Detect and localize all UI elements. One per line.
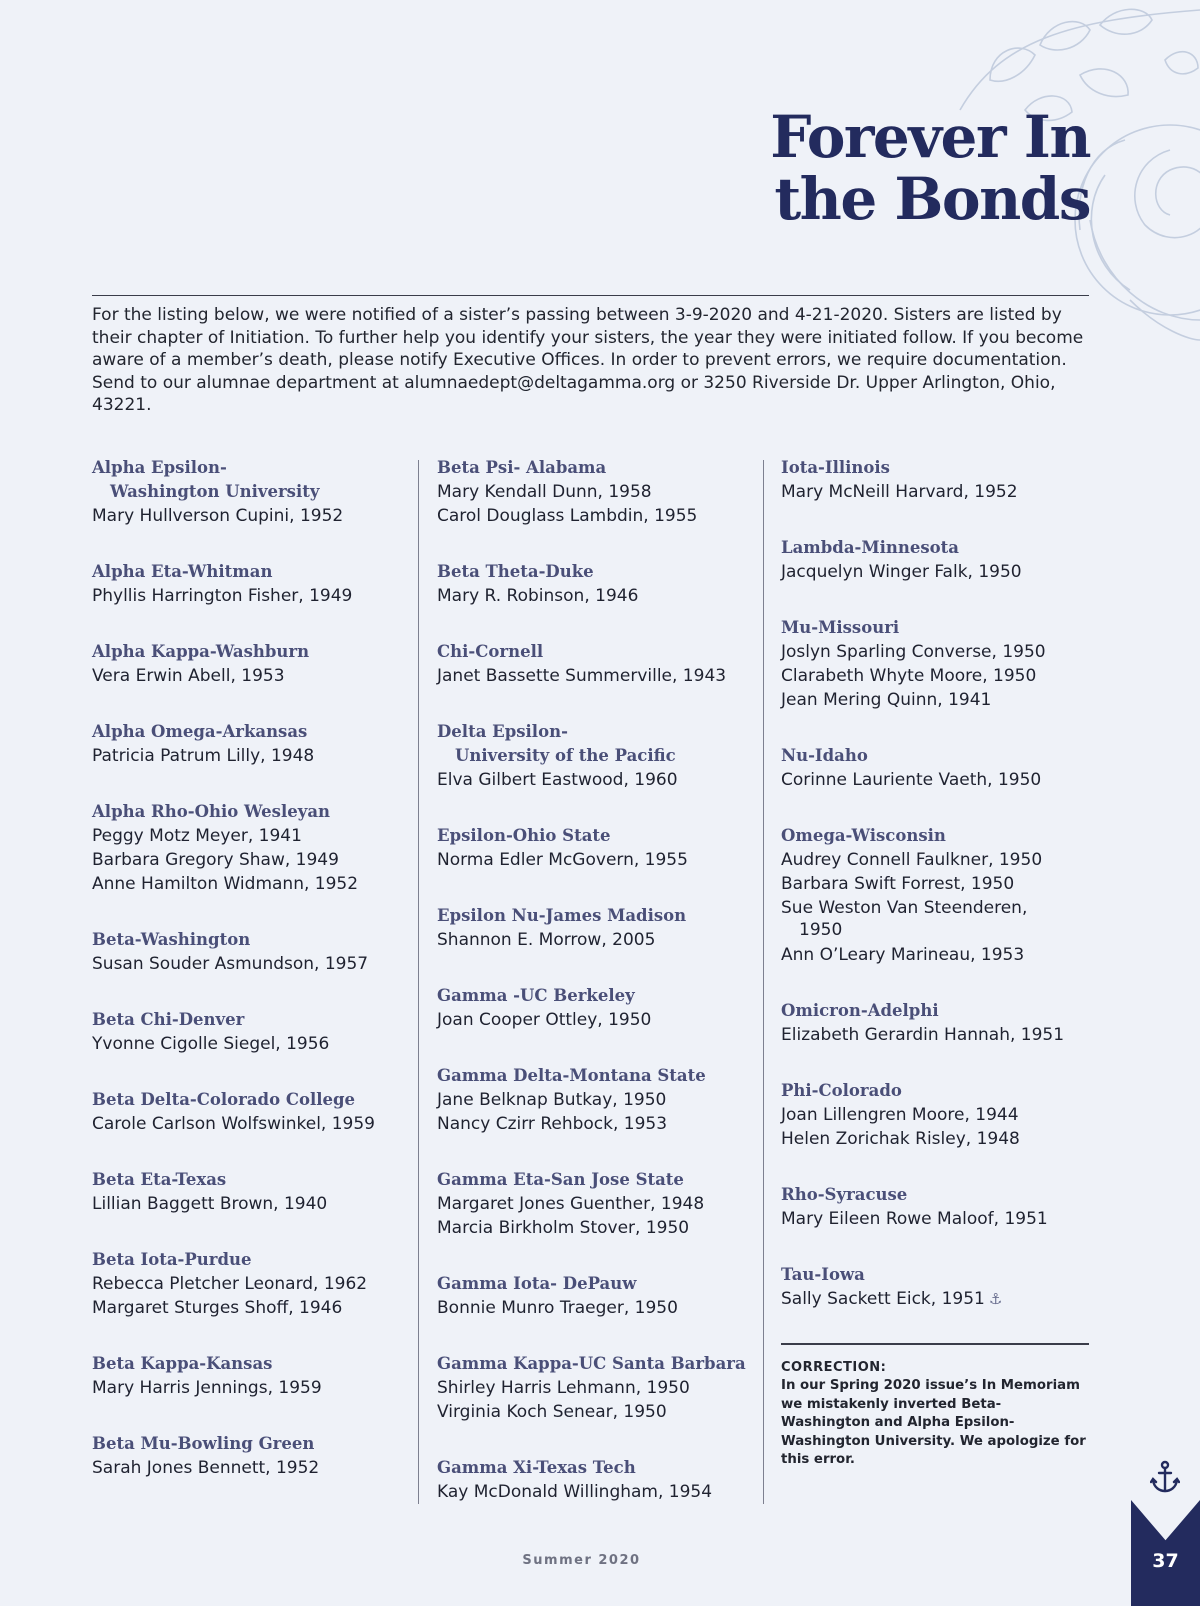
memorial-entry bbox=[92, 800, 412, 896]
chapter-name: Delta Epsilon- bbox=[437, 722, 568, 741]
chapter-name: Beta Kappa-Kansas bbox=[92, 1354, 273, 1373]
member-name: Sue Weston Van Steenderen, 1950 bbox=[781, 898, 1028, 940]
chapter-heading bbox=[92, 928, 412, 952]
issue-footer: Summer 2020 bbox=[522, 1553, 641, 1568]
memorial-entry bbox=[92, 1248, 412, 1320]
memorial-entry bbox=[437, 1168, 757, 1240]
chapter-heading bbox=[781, 1079, 1091, 1103]
chapter-heading bbox=[781, 616, 1091, 640]
member-name: Shannon E. Morrow, 2005 bbox=[437, 930, 656, 950]
memorial-column-3 bbox=[781, 456, 1091, 1470]
member-name: Jacquelyn Winger Falk, 1950 bbox=[781, 562, 1022, 582]
member-name: Helen Zorichak Risley, 1948 bbox=[781, 1129, 1020, 1149]
chapter-heading bbox=[437, 824, 757, 848]
memorial-entry bbox=[781, 1183, 1091, 1231]
memorial-entry bbox=[92, 1352, 412, 1400]
chapter-heading bbox=[92, 1088, 412, 1112]
member-name: Joan Cooper Ottley, 1950 bbox=[437, 1010, 652, 1030]
memorial-column-2 bbox=[437, 456, 757, 1536]
chapter-name: University of the Pacific bbox=[455, 746, 676, 765]
chapter-heading bbox=[781, 744, 1091, 768]
member-name: Elva Gilbert Eastwood, 1960 bbox=[437, 770, 678, 790]
memorial-entry bbox=[437, 1456, 757, 1504]
anchor-icon bbox=[1150, 1460, 1180, 1494]
chapter-heading bbox=[437, 904, 757, 928]
chapter-heading bbox=[92, 560, 412, 584]
member-name: Joan Lillengren Moore, 1944 bbox=[781, 1105, 1019, 1125]
chapter-name: Beta Delta-Colorado College bbox=[92, 1090, 356, 1109]
memorial-entry bbox=[781, 999, 1091, 1047]
memorial-entry bbox=[437, 560, 757, 608]
chapter-name: Beta Psi- Alabama bbox=[437, 458, 607, 477]
chapter-name: Gamma Iota- DePauw bbox=[437, 1274, 637, 1293]
memorial-entry bbox=[781, 456, 1091, 504]
chapter-heading bbox=[437, 456, 757, 480]
memorial-entry bbox=[437, 984, 757, 1032]
chapter-heading bbox=[781, 456, 1091, 480]
memorial-entry bbox=[437, 1064, 757, 1136]
chapter-name: Beta Iota-Purdue bbox=[92, 1250, 252, 1269]
member-name: Peggy Motz Meyer, 1941 bbox=[92, 826, 302, 846]
memorial-entry bbox=[92, 560, 412, 608]
chapter-name: Omega-Wisconsin bbox=[781, 826, 946, 845]
member-name: Norma Edler McGovern, 1955 bbox=[437, 850, 688, 870]
chapter-heading bbox=[781, 999, 1091, 1023]
member-name: Carol Douglass Lambdin, 1955 bbox=[437, 506, 698, 526]
column-divider bbox=[763, 460, 764, 1504]
chapter-name: Washington University bbox=[110, 482, 320, 501]
memorial-entry bbox=[92, 1088, 412, 1136]
correction-note bbox=[781, 1343, 1089, 1470]
member-name: Yvonne Cigolle Siegel, 1956 bbox=[92, 1034, 330, 1054]
chapter-name: Epsilon Nu-James Madison bbox=[437, 906, 687, 925]
chapter-heading bbox=[92, 1248, 412, 1272]
member-name: Phyllis Harrington Fisher, 1949 bbox=[92, 586, 353, 606]
memorial-entry bbox=[437, 1272, 757, 1320]
member-name: Bonnie Munro Traeger, 1950 bbox=[437, 1298, 678, 1318]
chapter-name: Alpha Rho-Ohio Wesleyan bbox=[92, 802, 331, 821]
correction-label: CORRECTION: bbox=[781, 1360, 887, 1375]
member-name: Virginia Koch Senear, 1950 bbox=[437, 1402, 667, 1422]
memorial-entry bbox=[437, 720, 757, 792]
memorial-column-1 bbox=[92, 456, 412, 1512]
chapter-name: Gamma Xi-Texas Tech bbox=[437, 1458, 636, 1477]
chapter-name: Omicron-Adelphi bbox=[781, 1001, 939, 1020]
chapter-name: Iota-Illinois bbox=[781, 458, 890, 477]
memorial-entry bbox=[92, 1008, 412, 1056]
chapter-heading bbox=[781, 824, 1091, 848]
correction-text: In our Spring 2020 issue’s In Memoriam we mistakenly inverted Beta-Washington and Alpha Epsilon-Washington University. We apologize for this error. bbox=[781, 1378, 1086, 1467]
chapter-name: Lambda-Minnesota bbox=[781, 538, 959, 557]
chapter-name: Epsilon-Ohio State bbox=[437, 826, 611, 845]
chapter-heading bbox=[92, 800, 412, 824]
chapter-name: Beta-Washington bbox=[92, 930, 251, 949]
chapter-heading bbox=[437, 1064, 757, 1088]
member-name: Mary R. Robinson, 1946 bbox=[437, 586, 639, 606]
chapter-heading bbox=[92, 1168, 412, 1192]
chapter-name: Nu-Idaho bbox=[781, 746, 868, 765]
memorial-entry bbox=[781, 536, 1091, 584]
member-name: Vera Erwin Abell, 1953 bbox=[92, 666, 285, 686]
member-name: Jean Mering Quinn, 1941 bbox=[781, 690, 992, 710]
memorial-entry bbox=[437, 456, 757, 528]
chapter-heading bbox=[92, 456, 412, 504]
member-name: Janet Bassette Summerville, 1943 bbox=[437, 666, 727, 686]
chapter-name: Mu-Missouri bbox=[781, 618, 900, 637]
chapter-name: Gamma Eta-San Jose State bbox=[437, 1170, 684, 1189]
page-title bbox=[670, 103, 1090, 233]
memorial-entry bbox=[92, 928, 412, 976]
chapter-name: Beta Mu-Bowling Green bbox=[92, 1434, 315, 1453]
memorial-entry bbox=[92, 640, 412, 688]
chapter-heading bbox=[437, 1168, 757, 1192]
chapter-heading bbox=[437, 1352, 757, 1376]
member-name: Patricia Patrum Lilly, 1948 bbox=[92, 746, 315, 766]
chapter-name: Gamma Delta-Montana State bbox=[437, 1066, 706, 1085]
chapter-heading bbox=[92, 640, 412, 664]
member-name: Margaret Sturges Shoff, 1946 bbox=[92, 1298, 343, 1318]
memorial-entry bbox=[437, 640, 757, 688]
memorial-entry bbox=[781, 1263, 1091, 1311]
member-name: Barbara Gregory Shaw, 1949 bbox=[92, 850, 339, 870]
intro-paragraph: For the listing below, we were notified of a sister’s passing between 3-9-2020 and 4-21-2020. Sisters are listed by their chapter of Initiation. To further help you identify your sisters, the year they were initiated follow. If you become aware of a member’s death, please notify Executive Offices. In order to prevent errors, we require documentation. Send to our alumnae department at alumnaedept@deltagamma.org or 3250 Riverside Dr. Upper Arlington, Ohio, 43221. bbox=[92, 305, 1084, 416]
memorial-entry bbox=[781, 1079, 1091, 1151]
memorial-entry bbox=[92, 1168, 412, 1216]
chapter-name: Phi-Colorado bbox=[781, 1081, 902, 1100]
memorial-entry bbox=[437, 904, 757, 952]
chapter-heading bbox=[92, 1352, 412, 1376]
member-name: Carole Carlson Wolfswinkel, 1959 bbox=[92, 1114, 375, 1134]
member-name: Shirley Harris Lehmann, 1950 bbox=[437, 1378, 690, 1398]
member-name: Rebecca Pletcher Leonard, 1962 bbox=[92, 1274, 368, 1294]
chapter-name: Chi-Cornell bbox=[437, 642, 544, 661]
chapter-heading bbox=[437, 984, 757, 1008]
chapter-heading bbox=[781, 1183, 1091, 1207]
member-name: Mary Eileen Rowe Maloof, 1951 bbox=[781, 1209, 1048, 1229]
member-name: Mary Kendall Dunn, 1958 bbox=[437, 482, 652, 502]
memorial-entry bbox=[781, 744, 1091, 792]
page-number: 37 bbox=[1152, 1550, 1179, 1572]
title-line: the Bonds bbox=[774, 165, 1090, 233]
chapter-heading bbox=[92, 1432, 412, 1456]
title-line: Forever In bbox=[770, 103, 1090, 171]
chapter-heading bbox=[437, 1272, 757, 1296]
chapter-name: Alpha Eta-Whitman bbox=[92, 562, 273, 581]
member-name: Susan Souder Asmundson, 1957 bbox=[92, 954, 369, 974]
member-name: Audrey Connell Faulkner, 1950 bbox=[781, 850, 1043, 870]
member-name: Sarah Jones Bennett, 1952 bbox=[92, 1458, 320, 1478]
chapter-name: Alpha Kappa-Washburn bbox=[92, 642, 310, 661]
member-name: Clarabeth Whyte Moore, 1950 bbox=[781, 666, 1037, 686]
member-name: Barbara Swift Forrest, 1950 bbox=[781, 874, 1015, 894]
chapter-name: Gamma -UC Berkeley bbox=[437, 986, 635, 1005]
chapter-heading bbox=[437, 560, 757, 584]
member-name: Anne Hamilton Widmann, 1952 bbox=[92, 874, 359, 894]
member-name: Mary McNeill Harvard, 1952 bbox=[781, 482, 1018, 502]
member-name: Sally Sackett Eick, 1951 ⚓ bbox=[781, 1289, 1003, 1309]
chapter-heading bbox=[437, 640, 757, 664]
chapter-name: Rho-Syracuse bbox=[781, 1185, 908, 1204]
chapter-name: Tau-Iowa bbox=[781, 1265, 865, 1284]
memorial-entry bbox=[92, 1432, 412, 1480]
member-name: Nancy Czirr Rehbock, 1953 bbox=[437, 1114, 668, 1134]
member-name: Joslyn Sparling Converse, 1950 bbox=[781, 642, 1046, 662]
member-name: Elizabeth Gerardin Hannah, 1951 bbox=[781, 1025, 1065, 1045]
chapter-heading bbox=[437, 720, 757, 768]
member-name: Jane Belknap Butkay, 1950 bbox=[437, 1090, 667, 1110]
memorial-entry bbox=[92, 456, 412, 528]
memorial-entry bbox=[781, 824, 1091, 967]
member-name: Margaret Jones Guenther, 1948 bbox=[437, 1194, 705, 1214]
member-name: Marcia Birkholm Stover, 1950 bbox=[437, 1218, 690, 1238]
chapter-name: Beta Chi-Denver bbox=[92, 1010, 245, 1029]
chapter-heading bbox=[437, 1456, 757, 1480]
chapter-heading bbox=[781, 536, 1091, 560]
chapter-heading bbox=[92, 1008, 412, 1032]
member-name: Kay McDonald Willingham, 1954 bbox=[437, 1482, 713, 1502]
chapter-name: Alpha Omega-Arkansas bbox=[92, 722, 308, 741]
memorial-entry bbox=[781, 616, 1091, 712]
member-name: Mary Hullverson Cupini, 1952 bbox=[92, 506, 344, 526]
member-name: Ann O’Leary Marineau, 1953 bbox=[781, 945, 1025, 965]
chapter-name: Alpha Epsilon- bbox=[92, 458, 227, 477]
title-divider bbox=[92, 295, 1089, 296]
member-name: Corinne Lauriente Vaeth, 1950 bbox=[781, 770, 1042, 790]
chapter-heading bbox=[92, 720, 412, 744]
member-name: Lillian Baggett Brown, 1940 bbox=[92, 1194, 328, 1214]
column-divider bbox=[418, 460, 419, 1504]
chapter-name: Gamma Kappa-UC Santa Barbara bbox=[437, 1354, 746, 1373]
chapter-heading bbox=[781, 1263, 1091, 1287]
memorial-entry bbox=[437, 824, 757, 872]
memorial-entry bbox=[437, 1352, 757, 1424]
chapter-name: Beta Theta-Duke bbox=[437, 562, 594, 581]
member-name: Mary Harris Jennings, 1959 bbox=[92, 1378, 322, 1398]
chapter-name: Beta Eta-Texas bbox=[92, 1170, 227, 1189]
memorial-entry bbox=[92, 720, 412, 768]
end-anchor-icon: ⚓ bbox=[988, 1290, 1003, 1308]
